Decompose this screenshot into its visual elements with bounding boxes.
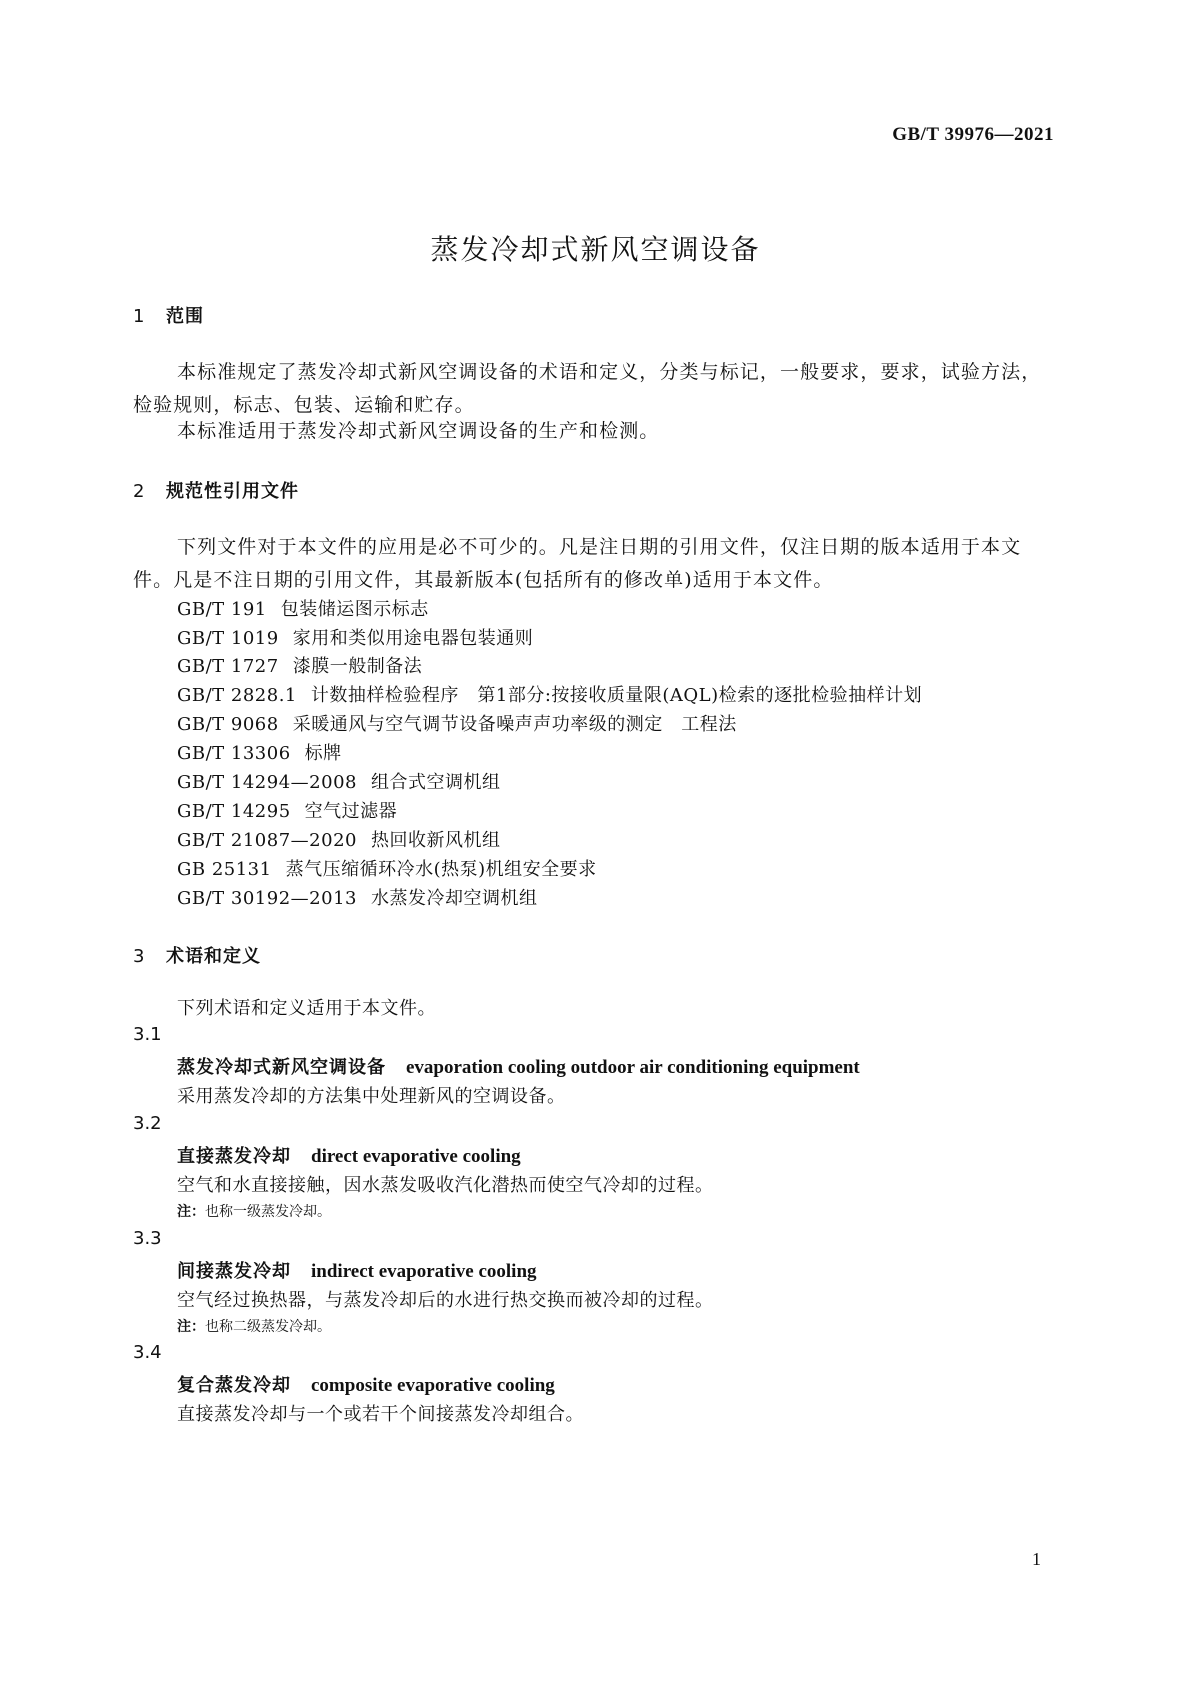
note-text: 也称二级蒸发冷却。 xyxy=(205,1319,331,1335)
reference-title: 家用和类似用途电器包装通则 xyxy=(292,628,534,649)
reference-item xyxy=(177,826,500,852)
term-english: direct evaporative cooling xyxy=(311,1146,521,1167)
reference-code: GB/T 21087—2020 xyxy=(177,830,357,851)
term-name xyxy=(177,1371,555,1397)
term-definition: 空气和水直接接触，因水蒸发吸收汽化潜热而使空气冷却的过程。 xyxy=(177,1175,714,1196)
standard-number: GB/T 39976—2021 xyxy=(892,124,1054,145)
reference-code: GB/T 9068 xyxy=(177,714,279,735)
reference-item xyxy=(177,681,922,707)
reference-title: 计数抽样检验程序 第1部分:按接收质量限(AQL)检索的逐批检验抽样计划 xyxy=(310,685,923,706)
term-number: 3.4 xyxy=(133,1342,162,1363)
section-3-heading xyxy=(133,942,261,968)
reference-code: GB/T 13306 xyxy=(177,743,291,764)
reference-code: GB/T 14295 xyxy=(177,801,291,822)
reference-code: GB/T 14294—2008 xyxy=(177,772,357,793)
reference-code: GB/T 191 xyxy=(177,599,267,620)
reference-title: 标牌 xyxy=(304,743,342,764)
term-english: composite evaporative cooling xyxy=(311,1375,555,1396)
term-definition: 直接蒸发冷却与一个或若干个间接蒸发冷却组合。 xyxy=(177,1404,584,1425)
section-title: 规范性引用文件 xyxy=(166,481,299,502)
section-title: 范围 xyxy=(166,306,204,327)
term-english: indirect evaporative cooling xyxy=(311,1261,537,1282)
section-number: 1 xyxy=(133,306,146,327)
term-chinese: 直接蒸发冷却 xyxy=(177,1146,291,1167)
reference-item xyxy=(177,855,597,881)
reference-item xyxy=(177,797,397,823)
section-1-paragraph-2: 本标准适用于蒸发冷却式新风空调设备的生产和检测。 xyxy=(177,420,660,442)
term-note xyxy=(177,1201,331,1221)
section-1-heading xyxy=(133,302,204,328)
section-2-heading xyxy=(133,477,299,503)
reference-code: GB/T 1727 xyxy=(177,656,279,677)
page-number: 1 xyxy=(1032,1549,1041,1569)
reference-code: GB/T 1019 xyxy=(177,628,279,649)
reference-code: GB/T 30192—2013 xyxy=(177,888,357,909)
section-2-intro: 下列文件对于本文件的应用是必不可少的。凡是注日期的引用文件，仅注日期的版本适用于本文件。凡是不注日期的引用文件，其最新版本(包括所有的修改单)适用于本文件。 xyxy=(133,536,1022,591)
reference-title: 采暖通风与空气调节设备噪声声功率级的测定 工程法 xyxy=(292,714,737,735)
section-1-paragraph-1: 本标准规定了蒸发冷却式新风空调设备的术语和定义，分类与标记，一般要求，要求，试验方法，检验规则，标志、包装、运输和贮存。 xyxy=(133,361,1042,416)
reference-title: 水蒸发冷却空调机组 xyxy=(370,888,538,909)
reference-title: 组合式空调机组 xyxy=(370,772,501,793)
reference-item xyxy=(177,884,537,910)
term-name xyxy=(177,1053,860,1079)
reference-item xyxy=(177,739,342,765)
reference-item xyxy=(177,652,422,678)
section-number: 3 xyxy=(133,946,146,967)
term-chinese: 蒸发冷却式新风空调设备 xyxy=(177,1057,386,1078)
term-english: evaporation cooling outdoor air conditioning equipment xyxy=(406,1057,860,1078)
term-note xyxy=(177,1316,331,1336)
note-text: 也称一级蒸发冷却。 xyxy=(205,1204,331,1220)
reference-code: GB/T 2828.1 xyxy=(177,685,297,706)
reference-title: 热回收新风机组 xyxy=(370,830,501,851)
term-number: 3.3 xyxy=(133,1228,162,1249)
term-name xyxy=(177,1142,521,1168)
reference-title: 蒸气压缩循环冷水(热泵)机组安全要求 xyxy=(285,859,597,880)
reference-code: GB 25131 xyxy=(177,859,272,880)
reference-item xyxy=(177,710,737,736)
section-number: 2 xyxy=(133,481,146,502)
term-number: 3.1 xyxy=(133,1024,162,1045)
term-definition: 空气经过换热器，与蒸发冷却后的水进行热交换而被冷却的过程。 xyxy=(177,1290,714,1311)
term-number: 3.2 xyxy=(133,1113,162,1134)
term-definition: 采用蒸发冷却的方法集中处理新风的空调设备。 xyxy=(177,1086,566,1107)
reference-item xyxy=(177,595,429,621)
note-label: 注： xyxy=(177,1319,205,1335)
reference-item xyxy=(177,624,533,650)
term-name xyxy=(177,1257,537,1283)
reference-title: 空气过滤器 xyxy=(304,801,398,822)
reference-title: 漆膜一般制备法 xyxy=(292,656,423,677)
section-3-intro: 下列术语和定义适用于本文件。 xyxy=(177,998,436,1019)
note-label: 注： xyxy=(177,1204,205,1220)
reference-item xyxy=(177,768,500,794)
term-chinese: 间接蒸发冷却 xyxy=(177,1261,291,1282)
term-chinese: 复合蒸发冷却 xyxy=(177,1375,291,1396)
reference-title: 包装储运图示标志 xyxy=(280,599,429,620)
section-title: 术语和定义 xyxy=(166,946,261,967)
document-title: 蒸发冷却式新风空调设备 xyxy=(430,233,761,266)
